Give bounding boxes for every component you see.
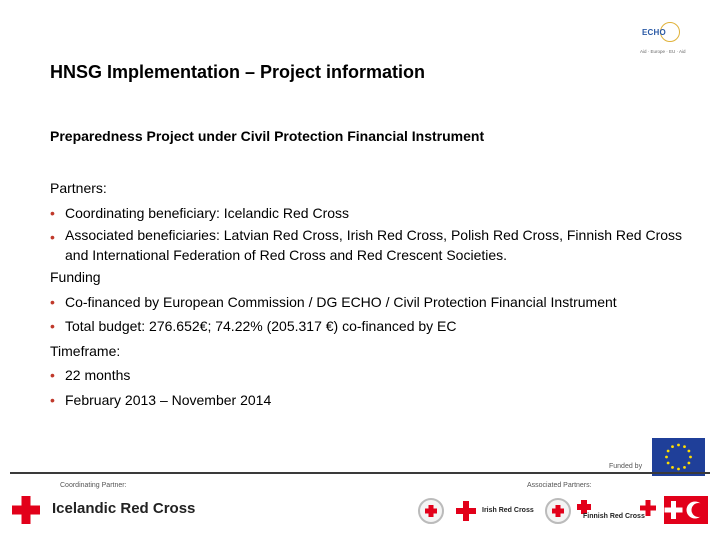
funding-budget: Total budget: 276.652€; 74.22% (205.317 €) co-financed by EC (65, 318, 457, 334)
page-title: HNSG Implementation – Project information (50, 62, 426, 82)
funded-by-label: Funded by (609, 463, 643, 470)
list-item (50, 290, 690, 315)
list-item (50, 225, 690, 265)
polish-red-cross-logo (545, 498, 571, 524)
page-subtitle: Preparedness Project under Civil Protection Financial Instrument (50, 128, 485, 144)
red-cross-icon (640, 500, 656, 516)
partners-heading: Partners: (50, 180, 107, 196)
timeframe-duration: 22 months (65, 367, 131, 383)
associated-partners-label: Associated Partners: (527, 482, 592, 489)
ifrc-cross-crescent-icon (664, 496, 708, 524)
icelandic-red-cross-name: Icelandic Red Cross (52, 500, 196, 517)
list-item (50, 314, 690, 339)
partner-associated: Associated beneficiaries: Latvian Red Cross, Irish Red Cross, Polish Red Cross, Finnish Red Cross and International Federation of Red Cross and Red Crescent Societies. (65, 227, 683, 263)
echo-logo-tagline: Aid · Europe · EU · Aid (640, 49, 686, 54)
bullet-icon: • (50, 367, 55, 383)
latvian-red-cross-logo (418, 498, 444, 524)
footer-divider (10, 472, 710, 474)
red-cross-icon (12, 496, 40, 524)
bullet-icon: • (50, 318, 55, 334)
coordinating-partner-label: Coordinating Partner: (60, 482, 127, 489)
list-item (50, 201, 690, 226)
eu-flag-icon (652, 438, 705, 476)
red-cross-icon (456, 501, 476, 521)
timeframe-dates: February 2013 – November 2014 (65, 391, 272, 408)
bullet-icon: • (50, 204, 55, 221)
partner-coordinating: Coordinating beneficiary: Icelandic Red Cross (65, 204, 350, 221)
funding-source: Co-financed by European Commission / DG ECHO / Civil Protection Financial Instrument (65, 293, 617, 310)
funding-heading: Funding (50, 269, 101, 285)
timeframe-heading: Timeframe: (50, 342, 121, 359)
red-cross-icon (420, 500, 442, 522)
red-cross-icon (547, 500, 569, 522)
bullet-icon: • (50, 391, 55, 408)
bullet-icon: • (50, 293, 55, 310)
bullet-icon: • (50, 229, 55, 245)
echo-logo-word: ECHO (642, 28, 666, 37)
irish-red-cross-name: Irish Red Cross (482, 507, 534, 514)
list-item (50, 363, 690, 388)
finnish-red-cross-name: Finnish Red Cross (583, 513, 645, 520)
list-item (50, 388, 690, 413)
body-text (50, 176, 690, 412)
echo-logo (640, 22, 698, 58)
